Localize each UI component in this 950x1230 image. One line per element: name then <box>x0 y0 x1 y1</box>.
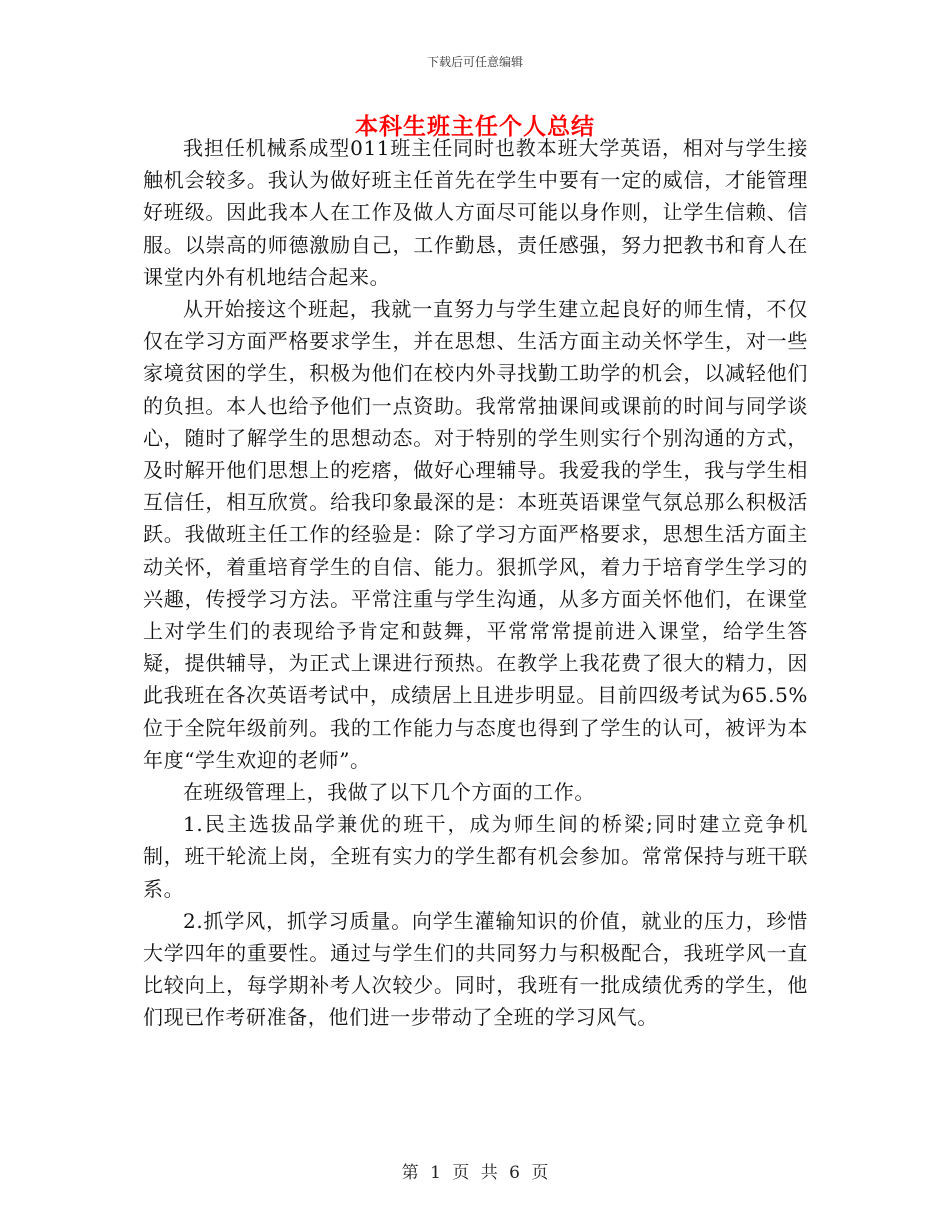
document-body <box>143 132 808 1034</box>
page-header-note: 下载后可任意编辑 <box>426 55 523 69</box>
document-title: 本科生班主任个人总结 <box>355 114 595 140</box>
paragraph-1: 我担任机械系成型011班主任同时也教本班大学英语，相对与学生接触机会较多。我认为做好班主任首先在学生中要有一定的威信，才能管理好班级。因此我本人在工作及做人方面尽可能以身作则，让学生信赖、信服。以崇高的师德激励自己，工作勤恳，责任感强，努力把教书和育人在课堂内外有机地结合起来。 <box>143 136 808 289</box>
paragraph-3: 在班级管理上，我做了以下几个方面的工作。 <box>183 780 595 805</box>
paragraph-5: 2.抓学风，抓学习质量。向学生灌输知识的价值，就业的压力，珍惜大学四年的重要性。通过与学生们的共同努力与积极配合，我班学风一直比较向上，每学期补考人次较少。同时，我班有一批成绩优秀的学生，他们现已作考研准备，他们进一步带动了全班的学习风气。 <box>143 908 808 1030</box>
paragraph-4: 1.民主选拔品学兼优的班干，成为师生间的桥梁;同时建立竞争机制，班干轮流上岗，全班有实力的学生都有机会参加。常常保持与班干联系。 <box>143 812 808 901</box>
page-number-footer: 第 1 页 共 6 页 <box>401 1163 549 1183</box>
paragraph-2: 从开始接这个班起，我就一直努力与学生建立起良好的师生情，不仅仅在学习方面严格要求学生，并在思想、生活方面主动关怀学生，对一些家境贫困的学生，积极为他们在校内外寻找勤工助学的机会，以减轻他们的负担。本人也给予他们一点资助。我常常抽课间或课前的时间与同学谈心，随时了解学生的思想动态。对于特别的学生则实行个别沟通的方式，及时解开他们思想上的疙瘩，做好心理辅导。我爱我的学生，我与学生相互信任，相互欣赏。给我印象最深的是：本班英语课堂气氛总那么积极活跃。我做班主任工作的经验是：除了学习方面严格要求，思想生活方面主动关怀，着重培育学生的自信、能力。狠抓学风，着力于培育学生学习的兴趣，传授学习方法。平常注重与学生沟通，从多方面关怀他们，在课堂上对学生们的表现给予肯定和鼓舞，平常常常提前进入课堂，给学生答疑，提供辅导，为正式上课进行预热。在教学上我花费了很大的精力，因此我班在各次英语考试中，成绩居上且进步明显。目前四级考试为65.5%位于全院年级前列。我的工作能力与态度也得到了学生的认可，被评为本年度“学生欢迎的老师”。 <box>143 297 808 772</box>
